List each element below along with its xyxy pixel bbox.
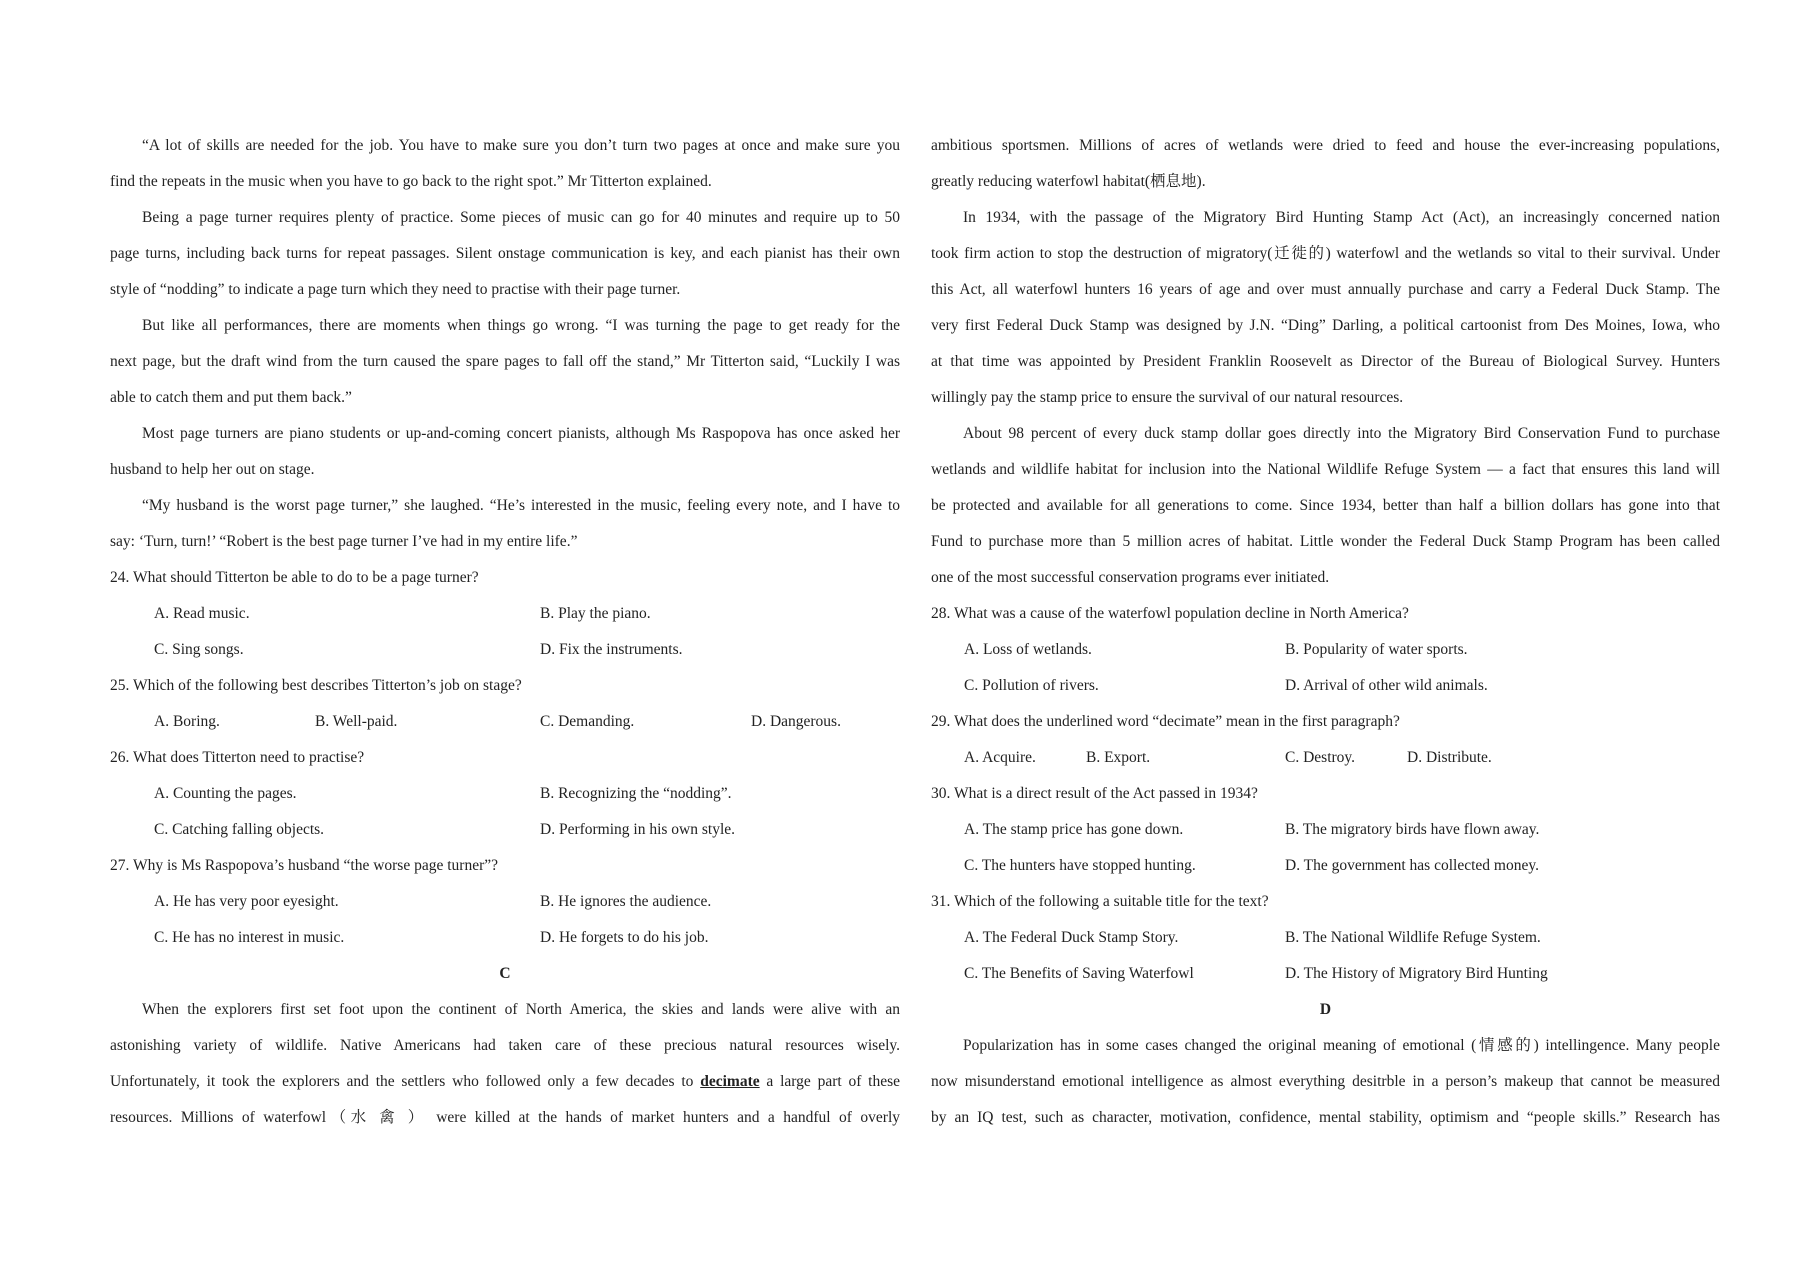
text-line: ambitious sportsmen. Millions of acres of wetlands were dried to feed and house the ever-increasing populations, [931,137,1720,154]
text-line: Most page turners are piano students or up-and-coming concert pianists, although Ms Raspopova has once asked her [142,425,900,442]
text-line: by an IQ test, such as character, motivation, confidence, mental stability, optimism and “people skills.” Research has [931,1109,1720,1126]
option-a[interactable]: A. He has very poor eyesight. [154,893,339,910]
options-row [931,740,1720,776]
paragraph [931,128,1720,200]
text-line: page turns, including back turns for repeat passages. Silent onstage communication is key, and each pianist has their own [110,245,900,262]
text-line: find the repeats in the music when you have to go back to the right spot.” Mr Titterton explained. [110,173,712,190]
options-row [931,920,1720,956]
paragraph [110,416,900,488]
text-fragment: Unfortunately, it took the explorers and the settlers who followed only a few decades to [110,1073,694,1090]
option-b[interactable]: B. The National Wildlife Refuge System. [1285,929,1541,946]
option-b[interactable]: B. Popularity of water sports. [1285,641,1468,658]
text-line: very first Federal Duck Stamp was designed by J.N. “Ding” Darling, a political cartoonist from Des Moines, Iowa, who [931,317,1720,334]
option-c[interactable]: C. Demanding. [540,713,635,730]
options-row [110,596,900,632]
option-b[interactable]: B. He ignores the audience. [540,893,712,910]
option-d[interactable]: D. Distribute. [1407,749,1492,766]
options-row [110,920,900,956]
option-d[interactable]: D. Fix the instruments. [540,641,683,658]
options-row [110,776,900,812]
underlined-word: decimate [700,1073,760,1090]
option-a[interactable]: A. The stamp price has gone down. [964,821,1184,838]
option-d[interactable]: D. The History of Migratory Bird Hunting [1285,965,1548,982]
text-line: one of the most successful conservation programs ever initiated. [931,569,1330,586]
paragraph [110,200,900,308]
option-c[interactable]: C. Sing songs. [154,641,244,658]
text-line: husband to help her out on stage. [110,461,315,478]
options-row [931,812,1720,848]
text-line: About 98 percent of every duck stamp dollar goes directly into the Migratory Bird Conservation Fund to purchase [963,425,1720,442]
section-heading-d: D [1319,1001,1332,1018]
text-line: “A lot of skills are needed for the job. You have to make sure you don’t turn two pages at once and make sure you [142,137,900,154]
option-d[interactable]: D. The government has collected money. [1285,857,1539,874]
text-line: But like all performances, there are moments when things go wrong. “I was turning the page to get ready for the [142,317,900,334]
text-line: at that time was appointed by President Franklin Roosevelt as Director of the Bureau of Biological Survey. Hunters [931,353,1720,370]
question-30 [931,776,1720,884]
option-d[interactable]: D. Arrival of other wild animals. [1285,677,1488,694]
text-line: When the explorers first set foot upon the continent of North America, the skies and lands were alive with an [142,1001,900,1018]
paragraph [931,1028,1720,1136]
text-line: style of “nodding” to indicate a page turn which they need to practise with their page turner. [110,281,681,298]
option-b[interactable]: B. Well-paid. [315,713,398,730]
text-line: be protected and available for all generations to come. Since 1934, better than half a billion dollars has gone into that [931,497,1720,514]
options-row [931,956,1720,992]
question-stem: 27. Why is Ms Raspopova’s husband “the worse page turner”? [110,857,498,874]
option-c[interactable]: C. The Benefits of Saving Waterfowl [964,965,1194,982]
question-29 [931,704,1720,776]
option-b[interactable]: B. Recognizing the “nodding”. [540,785,732,802]
options-row [110,812,900,848]
option-b[interactable]: B. The migratory birds have flown away. [1285,821,1540,838]
options-row [110,632,900,668]
option-d[interactable]: D. Performing in his own style. [540,821,736,838]
question-stem: 29. What does the underlined word “decimate” mean in the first paragraph? [931,713,1400,730]
option-c[interactable]: C. The hunters have stopped hunting. [964,857,1196,874]
option-c[interactable]: C. Destroy. [1285,749,1356,766]
option-a[interactable]: A. Read music. [154,605,250,622]
question-stem: 31. Which of the following a suitable title for the text? [931,893,1269,910]
options-row [931,668,1720,704]
paragraph [110,992,900,1136]
option-a[interactable]: A. Boring. [154,713,220,730]
text-line: took firm action to stop the destruction of migratory(迁徙的) waterfowl and the wetlands so vital to their survival. Under [931,245,1720,262]
paragraph [931,200,1720,416]
option-d[interactable]: D. He forgets to do his job. [540,929,709,946]
options-row [931,848,1720,884]
options-row [110,704,900,740]
paragraph [110,128,900,200]
option-b[interactable]: B. Export. [1086,749,1151,766]
question-stem: 26. What does Titterton need to practise? [110,749,365,766]
option-a[interactable]: A. Loss of wetlands. [964,641,1092,658]
question-26 [110,740,900,848]
question-24 [110,560,900,668]
option-d[interactable]: D. Dangerous. [751,713,841,730]
option-b[interactable]: B. Play the piano. [540,605,651,622]
question-27 [110,848,900,956]
section-heading-c: C [499,965,511,982]
question-28 [931,596,1720,704]
option-a[interactable]: A. Counting the pages. [154,785,297,802]
right-column [931,128,1720,1136]
text-line: able to catch them and put them back.” [110,389,352,406]
text-line: say: ‘Turn, turn!’ “Robert is the best page turner I’ve had in my entire life.” [110,533,578,550]
text-line: resources. Millions of waterfowl（水 禽 ） were killed at the hands of market hunters and a handful of overly [110,1109,900,1126]
text-line: Being a page turner requires plenty of practice. Some pieces of music can go for 40 minutes and require up to 50 [142,209,900,226]
option-c[interactable]: C. Catching falling objects. [154,821,325,838]
question-stem: 30. What is a direct result of the Act passed in 1934? [931,785,1258,802]
text-line: astonishing variety of wildlife. Native Americans had taken care of these precious natural resources wisely. [110,1037,900,1054]
question-25 [110,668,900,740]
option-c[interactable]: C. He has no interest in music. [154,929,345,946]
text-line: In 1934, with the passage of the Migratory Bird Hunting Stamp Act (Act), an increasingly concerned nation [963,209,1720,226]
left-column [110,128,900,1136]
question-stem: 24. What should Titterton be able to do to be a page turner? [110,569,479,586]
text-line [110,1064,900,1100]
paragraph [931,416,1720,596]
question-stem: 28. What was a cause of the waterfowl population decline in North America? [931,605,1409,622]
question-31 [931,884,1720,992]
option-a[interactable]: A. The Federal Duck Stamp Story. [964,929,1179,946]
text-line: Popularization has in some cases changed the original meaning of emotional (情感的) intellingence. Many people [963,1037,1720,1054]
paragraph [110,488,900,560]
text-line: this Act, all waterfowl hunters 16 years of age and over must annually purchase and carry a Federal Duck Stamp. The [931,281,1720,298]
text-line: wetlands and wildlife habitat for inclusion into the National Wildlife Refuge System — a fact that ensures this land will [931,461,1720,478]
options-row [931,632,1720,668]
option-c[interactable]: C. Pollution of rivers. [964,677,1099,694]
paragraph [110,308,900,416]
option-a[interactable]: A. Acquire. [964,749,1036,766]
question-stem: 25. Which of the following best describes Titterton’s job on stage? [110,677,522,694]
text-line: now misunderstand emotional intelligence as almost everything desitrble in a person’s makeup that cannot be measured [931,1073,1720,1090]
text-line: Fund to purchase more than 5 million acres of habitat. Little wonder the Federal Duck Stamp Program has been called [931,533,1720,550]
text-fragment: a large part of these [766,1073,900,1090]
text-line: willingly pay the stamp price to ensure the survival of our natural resources. [931,389,1404,406]
text-line: next page, but the draft wind from the turn caused the spare pages to fall off the stand,” Mr Titterton said, “Luckily I was [110,353,900,370]
text-line: “My husband is the worst page turner,” she laughed. “He’s interested in the music, feeling every note, and I have to [142,497,900,514]
text-line: greatly reducing waterfowl habitat(栖息地). [931,173,1206,190]
options-row [110,884,900,920]
